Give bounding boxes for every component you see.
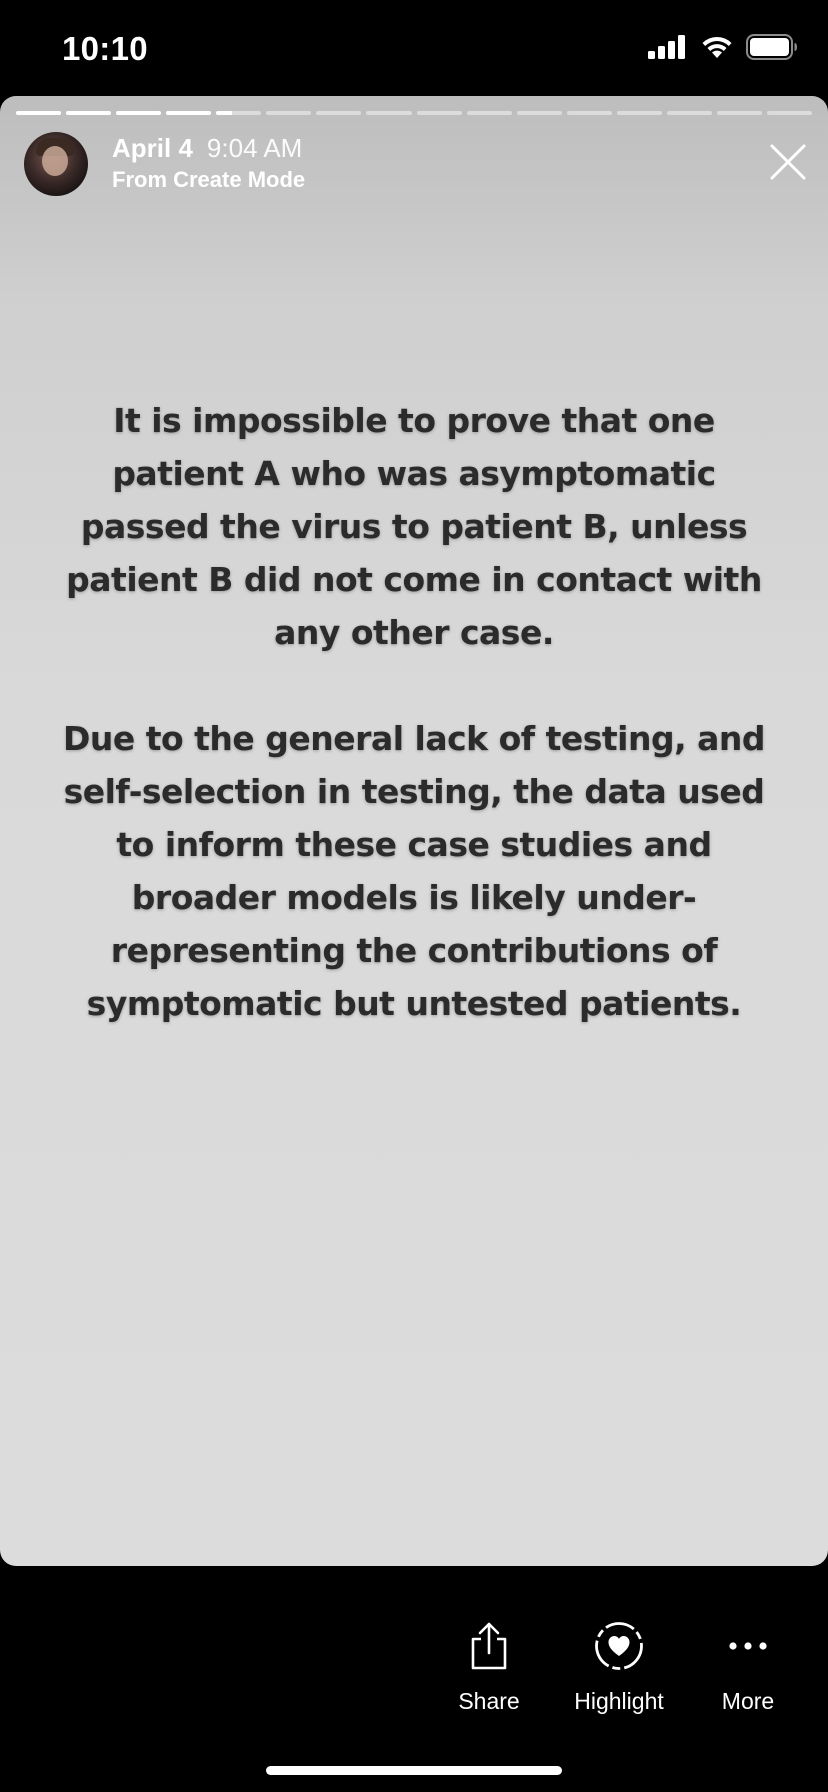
story-text-content (60, 394, 768, 1030)
story-paragraph-2: Due to the general lack of testing, and self-selection in testing, the data used to inform these case studies and broader models is likely under-representing the contributions of symptomatic but untested patients. (62, 719, 766, 1023)
status-time: 10:10 (62, 30, 148, 67)
status-icons (648, 34, 798, 60)
story-progress-segment (266, 111, 311, 115)
story-progress-segment (366, 111, 411, 115)
share-label: Share (458, 1688, 520, 1714)
avatar-face (42, 146, 68, 176)
share-icon (424, 1618, 554, 1674)
story-action-bar (0, 1566, 828, 1792)
story-progress-segment (517, 111, 562, 115)
story-progress-segment (16, 111, 61, 115)
story-progress-fill (216, 111, 232, 115)
story-time: 9:04 AM (206, 133, 303, 163)
close-button[interactable] (768, 142, 808, 182)
story-progress-fill (66, 111, 111, 115)
story-progress-segment (316, 111, 361, 115)
cellular-signal-icon (648, 35, 688, 59)
more-button[interactable] (683, 1618, 813, 1715)
wifi-icon (700, 34, 734, 60)
highlight-button[interactable] (554, 1618, 684, 1715)
story-progress-segment (166, 111, 211, 115)
story-header (24, 132, 804, 202)
story-progress-segment (667, 111, 712, 115)
story-progress-fill (166, 111, 211, 115)
status-bar (0, 0, 828, 96)
highlight-heart-icon (554, 1618, 684, 1674)
highlight-label: Highlight (574, 1688, 664, 1714)
more-dots-icon (683, 1618, 813, 1674)
story-paragraph-1: It is impossible to prove that one patient A who was asymptomatic passed the virus to patient B, unless patient B did not come in contact with any other case. (66, 401, 762, 652)
story-progress-segment (567, 111, 612, 115)
story-date: April 4 (112, 133, 193, 163)
story-progress-segment (617, 111, 662, 115)
story-progress-segment (417, 111, 462, 115)
share-button[interactable] (424, 1618, 554, 1715)
home-indicator[interactable] (266, 1766, 562, 1775)
avatar[interactable] (24, 132, 88, 196)
story-date-line (112, 132, 305, 164)
story-progress-segment (717, 111, 762, 115)
story-progress-segment (467, 111, 512, 115)
story-progress-fill (16, 111, 61, 115)
story-progress-bar (16, 111, 812, 115)
battery-icon (746, 34, 798, 60)
close-icon (768, 142, 808, 182)
story-header-text (112, 132, 305, 195)
story-card[interactable] (0, 96, 828, 1566)
story-progress-segment (116, 111, 161, 115)
story-progress-segment (66, 111, 111, 115)
more-label: More (721, 1688, 775, 1714)
story-source-subtitle: From Create Mode (112, 167, 306, 192)
story-progress-segment (767, 111, 812, 115)
story-progress-segment (216, 111, 261, 115)
story-progress-fill (116, 111, 161, 115)
